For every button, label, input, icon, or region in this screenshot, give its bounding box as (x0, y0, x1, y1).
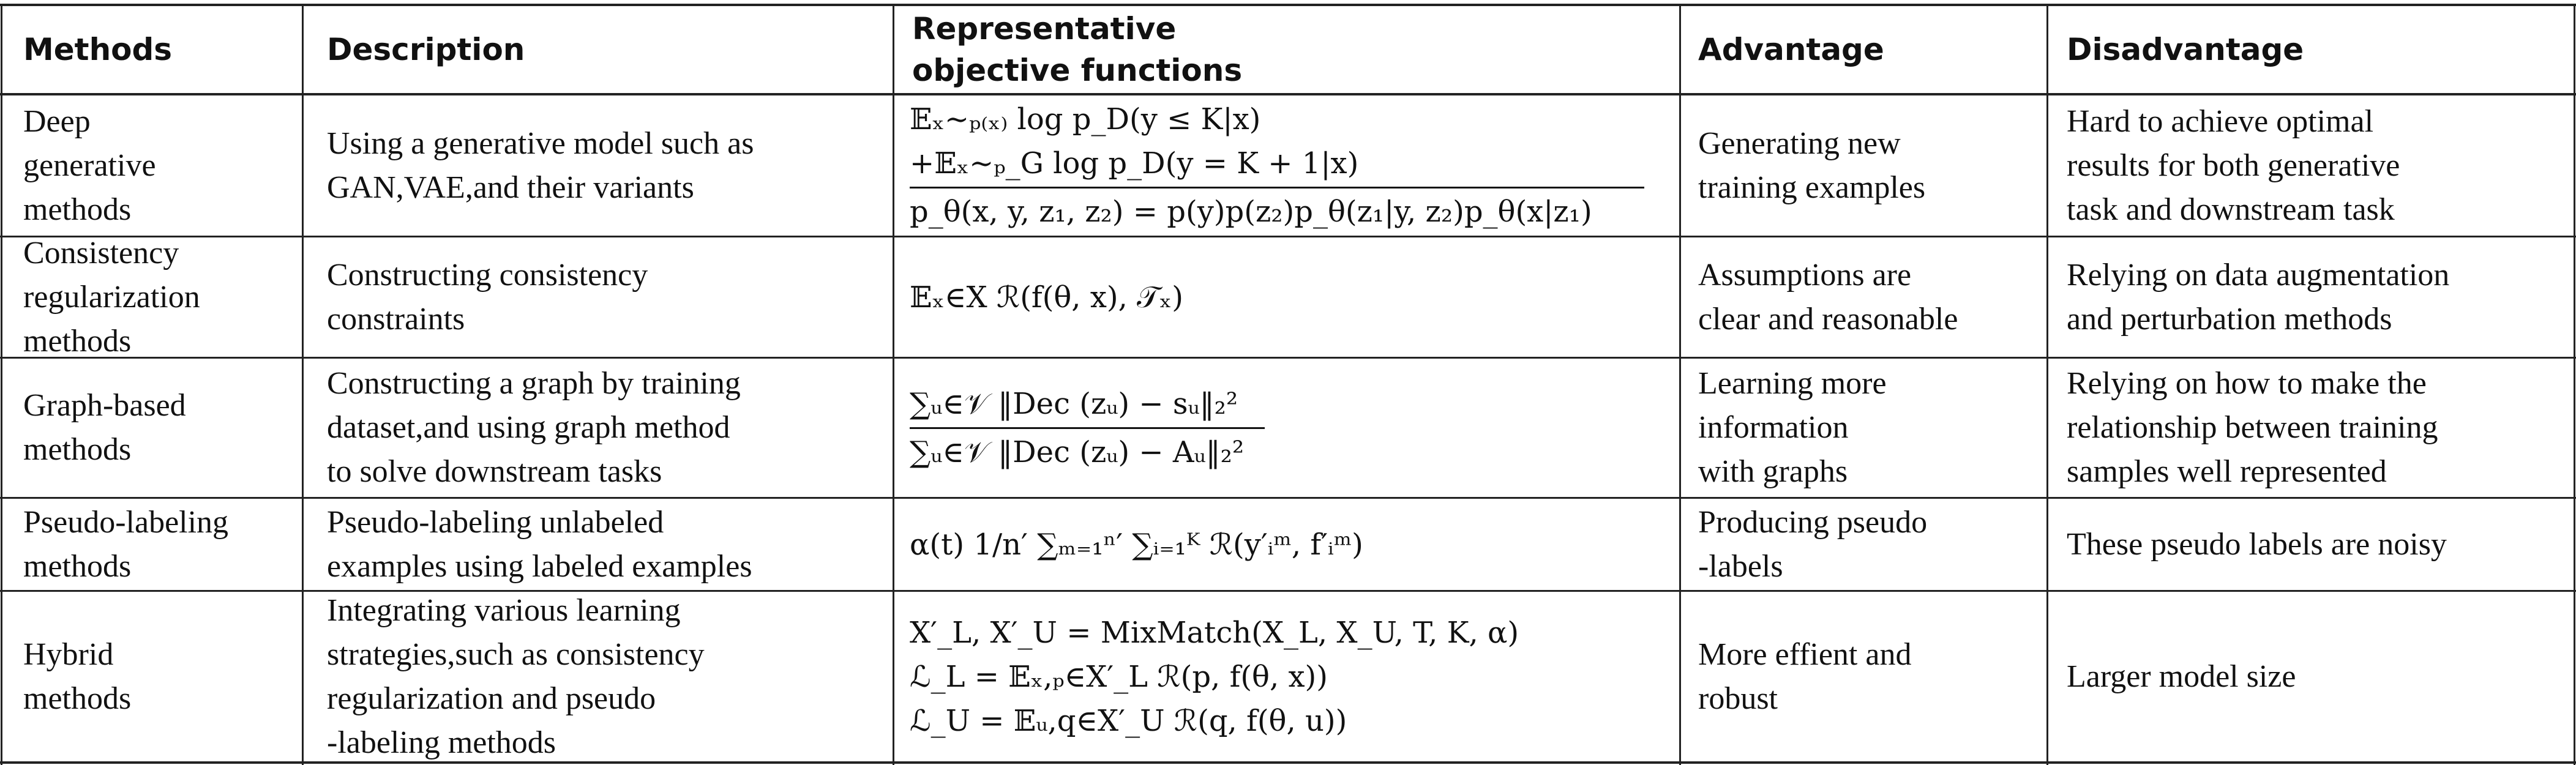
method-cell: Hybrid methods (23, 636, 132, 716)
column-divider (2574, 5, 2575, 765)
header-description: Description (327, 32, 525, 67)
disadvantage-cell: Larger model size (2067, 659, 2296, 694)
description-cell: Integrating various learning strategies,such as consistency regularization and pseudo -labeling methods (327, 592, 705, 760)
disadvantage-cell: These pseudo labels are noisy (2067, 526, 2447, 562)
disadvantage-cell: Relying on how to make the relationship between training samples well represented (2067, 366, 2438, 489)
header-objective-functions: Representative objective functions (912, 11, 1243, 88)
advantage-cell: Learning more information with graphs (1698, 366, 1887, 489)
fraction-bar (910, 187, 1644, 188)
objective-cell: 𝔼ₓ∈X ℛ(f(θ, x), 𝒯ₓ) (910, 280, 1183, 315)
fraction-bar (910, 427, 1265, 429)
objective-cell: 𝔼ₓ∼ₚ₍ₓ₎ log p_D(y ≤ K|x) +𝔼ₓ∼ₚ_G log p_D(y = K + 1|x) p_θ(x, y, z₁, z₂) = p(y)p(z₂)p_θ(z₁|y, z₂)p_θ(x|z₁) (910, 95, 1675, 236)
objective-cell: X′_L, X′_U = MixMatch(X_L, X_U, T, K, α) ℒ_L = 𝔼ₓ,ₚ∈X′_L ℛ(p, f(θ, x)) ℒ_U = 𝔼ᵤ,q∈X′_U ℛ(q, f(θ, u)) (910, 615, 1519, 738)
method-cell: Pseudo-labeling methods (23, 504, 229, 584)
method-cell: Consistency regularization methods (23, 235, 200, 359)
advantage-cell: More effient and robust (1698, 636, 1912, 716)
column-divider (1, 5, 2, 765)
column-divider (2046, 5, 2048, 765)
description-cell: Pseudo-labeling unlabeled examples using labeled examples (327, 504, 752, 584)
disadvantage-cell: Relying on data augmentation and perturbation methods (2067, 257, 2450, 337)
column-divider (893, 5, 894, 765)
header-methods: Methods (23, 32, 173, 67)
objective-cell: ∑ᵤ∈𝒱 ‖Dec (zᵤ) − sᵤ‖₂² ∑ᵤ∈𝒱 ‖Dec (zᵤ) − Aᵤ‖₂² (910, 359, 1675, 497)
column-divider (302, 5, 304, 765)
description-cell: Using a generative model such as GAN,VAE,and their variants (327, 125, 754, 205)
method-cell: Deep generative methods (23, 103, 156, 227)
advantage-cell: Producing pseudo -labels (1698, 504, 1928, 584)
objective-cell: α(t) 1/n′ ∑ₘ₌₁ⁿ′ ∑ᵢ₌₁ᴷ ℛ(y′ᵢᵐ, f′ᵢᵐ) (910, 527, 1363, 562)
disadvantage-cell: Hard to achieve optimal results for both generative task and downstream task (2067, 103, 2400, 227)
column-divider (1679, 5, 1681, 765)
advantage-cell: Assumptions are clear and reasonable (1698, 257, 1958, 337)
header-advantage: Advantage (1698, 32, 1884, 67)
description-cell: Constructing consistency constraints (327, 257, 648, 337)
header-disadvantage: Disadvantage (2067, 32, 2304, 67)
method-cell: Graph-based methods (23, 388, 186, 467)
advantage-cell: Generating new training examples (1698, 125, 1926, 205)
description-cell: Constructing a graph by training dataset,and using graph method to solve downstream tasks (327, 366, 741, 489)
